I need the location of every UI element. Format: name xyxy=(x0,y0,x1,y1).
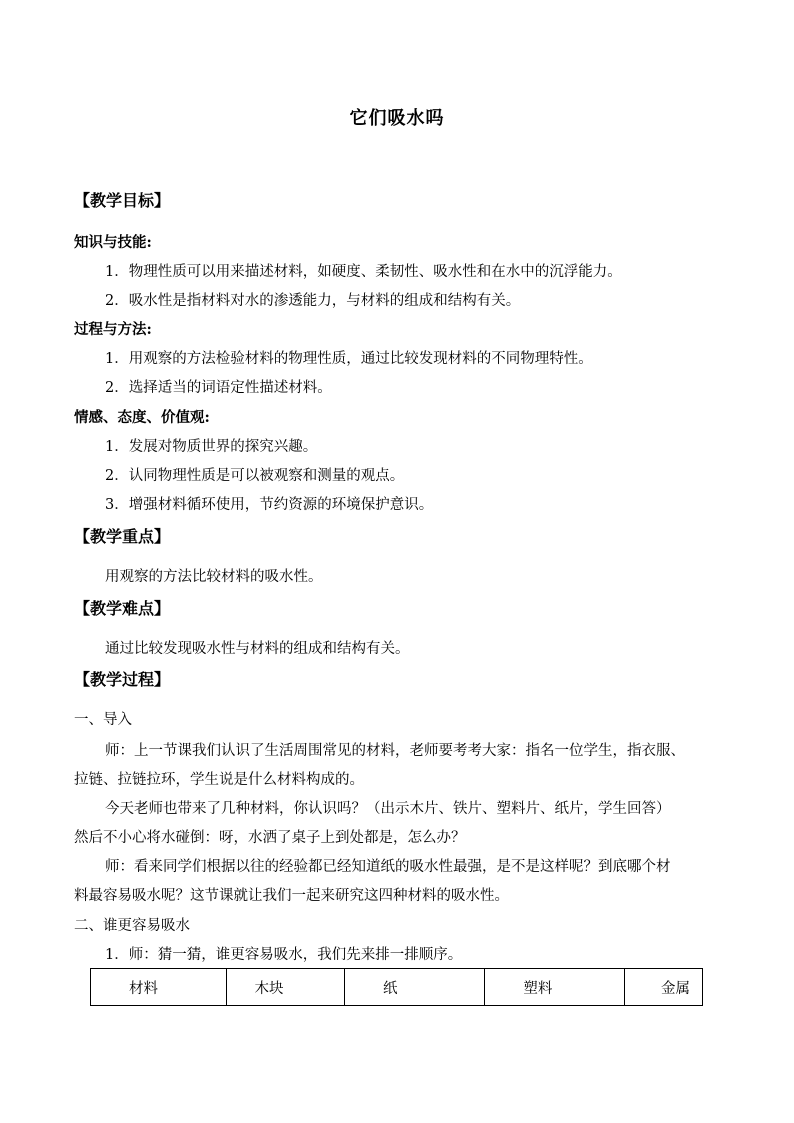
process-item-2: 2．选择适当的词语定性描述材料。 xyxy=(105,380,332,396)
knowledge-label: 知识与技能: xyxy=(74,234,152,251)
table-cell: 材料 xyxy=(91,969,227,1006)
part1-title: 一、导入 xyxy=(74,712,132,728)
part1-p1-line2: 拉链、拉链拉环，学生说是什么材料构成的。 xyxy=(74,772,364,788)
table-cell: 木块 xyxy=(226,969,344,1006)
table-row xyxy=(91,969,703,1006)
part2-title: 二、谁更容易吸水 xyxy=(74,918,190,934)
table-cell: 金属 xyxy=(625,969,703,1006)
part1-p2-line2: 然后不小心将水碰倒：呀，水洒了桌子上到处都是，怎么办？ xyxy=(74,830,466,846)
difficulty-heading: 【教学难点】 xyxy=(74,599,171,618)
emotion-item-2: 2．认同物理性质是可以被观察和测量的观点。 xyxy=(105,468,405,484)
material-table xyxy=(90,968,703,1006)
emotion-item-3: 3．增强材料循环使用，节约资源的环境保护意识。 xyxy=(105,497,434,513)
knowledge-item-2: 2．吸水性是指材料对水的渗透能力，与材料的组成和结构有关。 xyxy=(105,293,521,309)
objectives-heading: 【教学目标】 xyxy=(74,191,171,210)
key-point-text: 用观察的方法比较材料的吸水性。 xyxy=(105,569,323,585)
emotion-label: 情感、态度、价值观: xyxy=(74,409,210,426)
part1-p3-line2: 料最容易吸水呢？这节课就让我们一起来研究这四种材料的吸水性。 xyxy=(74,888,509,904)
process-label: 过程与方法: xyxy=(74,321,152,338)
process-heading: 【教学过程】 xyxy=(74,670,171,689)
part1-p1-line1: 师：上一节课我们认识了生活周围常见的材料，老师要考考大家：指名一位学生，指衣服、 xyxy=(105,743,685,759)
knowledge-item-1: 1．物理性质可以用来描述材料，如硬度、柔韧性、吸水性和在水中的沉浮能力。 xyxy=(105,264,622,280)
process-item-1: 1．用观察的方法检验材料的物理性质，通过比较发现材料的不同物理特性。 xyxy=(105,351,593,367)
part2-item-1: 1．师：猜一猜，谁更容易吸水，我们先来排一排顺序。 xyxy=(105,947,463,963)
page-title: 它们吸水吗 xyxy=(349,108,445,129)
difficulty-text: 通过比较发现吸水性与材料的组成和结构有关。 xyxy=(105,641,410,657)
part1-p2-line1: 今天老师也带来了几种材料，你认识吗？（出示木片、铁片、塑料片、纸片，学生回答） xyxy=(105,801,671,817)
table-cell: 塑料 xyxy=(485,969,625,1006)
emotion-item-1: 1．发展对物质世界的探究兴趣。 xyxy=(105,439,318,455)
table-cell: 纸 xyxy=(344,969,484,1006)
part1-p3-line1: 师：看来同学们根据以往的经验都已经知道纸的吸水性最强，是不是这样呢？到底哪个材 xyxy=(105,859,671,875)
key-point-heading: 【教学重点】 xyxy=(74,527,171,546)
